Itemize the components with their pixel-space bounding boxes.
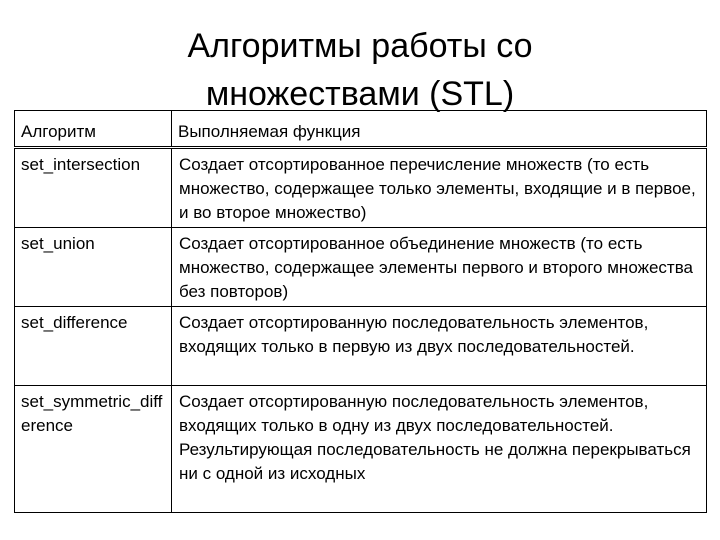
algorithms-table <box>14 110 707 513</box>
column-header-function: Выполняемая функция <box>172 111 707 148</box>
algorithm-name-cell: set_symmetric_difference <box>15 386 172 513</box>
table-row <box>15 307 707 386</box>
algorithm-name-cell: set_difference <box>15 307 172 386</box>
column-header-algorithm: Алгоритм <box>15 111 172 148</box>
algorithm-description-cell: Создает отсортированное перечисление множеств (то есть множество, содержащее только элементы, входящие и в первое, и во второе множество) <box>172 148 707 228</box>
algorithm-name-cell: set_union <box>15 228 172 307</box>
table-row <box>15 228 707 307</box>
algorithm-description-cell: Создает отсортированную последовательность элементов, входящих только в первую из двух последовательностей. <box>172 307 707 386</box>
table-row <box>15 386 707 513</box>
slide-title-line-2: множествами (STL) <box>205 75 515 113</box>
slide-title <box>96 22 624 118</box>
table-row <box>15 148 707 228</box>
algorithm-description-cell: Создает отсортированную последовательность элементов, входящих только в одну из двух последовательностей. Результирующая последовательность не должна перекрываться ни с одной из исходных <box>172 386 707 513</box>
algorithm-description-cell: Создает отсортированное объединение множеств (то есть множество, содержащее элементы первого и второго множества без повторов) <box>172 228 707 307</box>
algorithm-name-cell: set_intersection <box>15 148 172 228</box>
slide-title-line-1: Алгоритмы работы со <box>187 27 533 65</box>
table-header-row <box>15 111 707 148</box>
